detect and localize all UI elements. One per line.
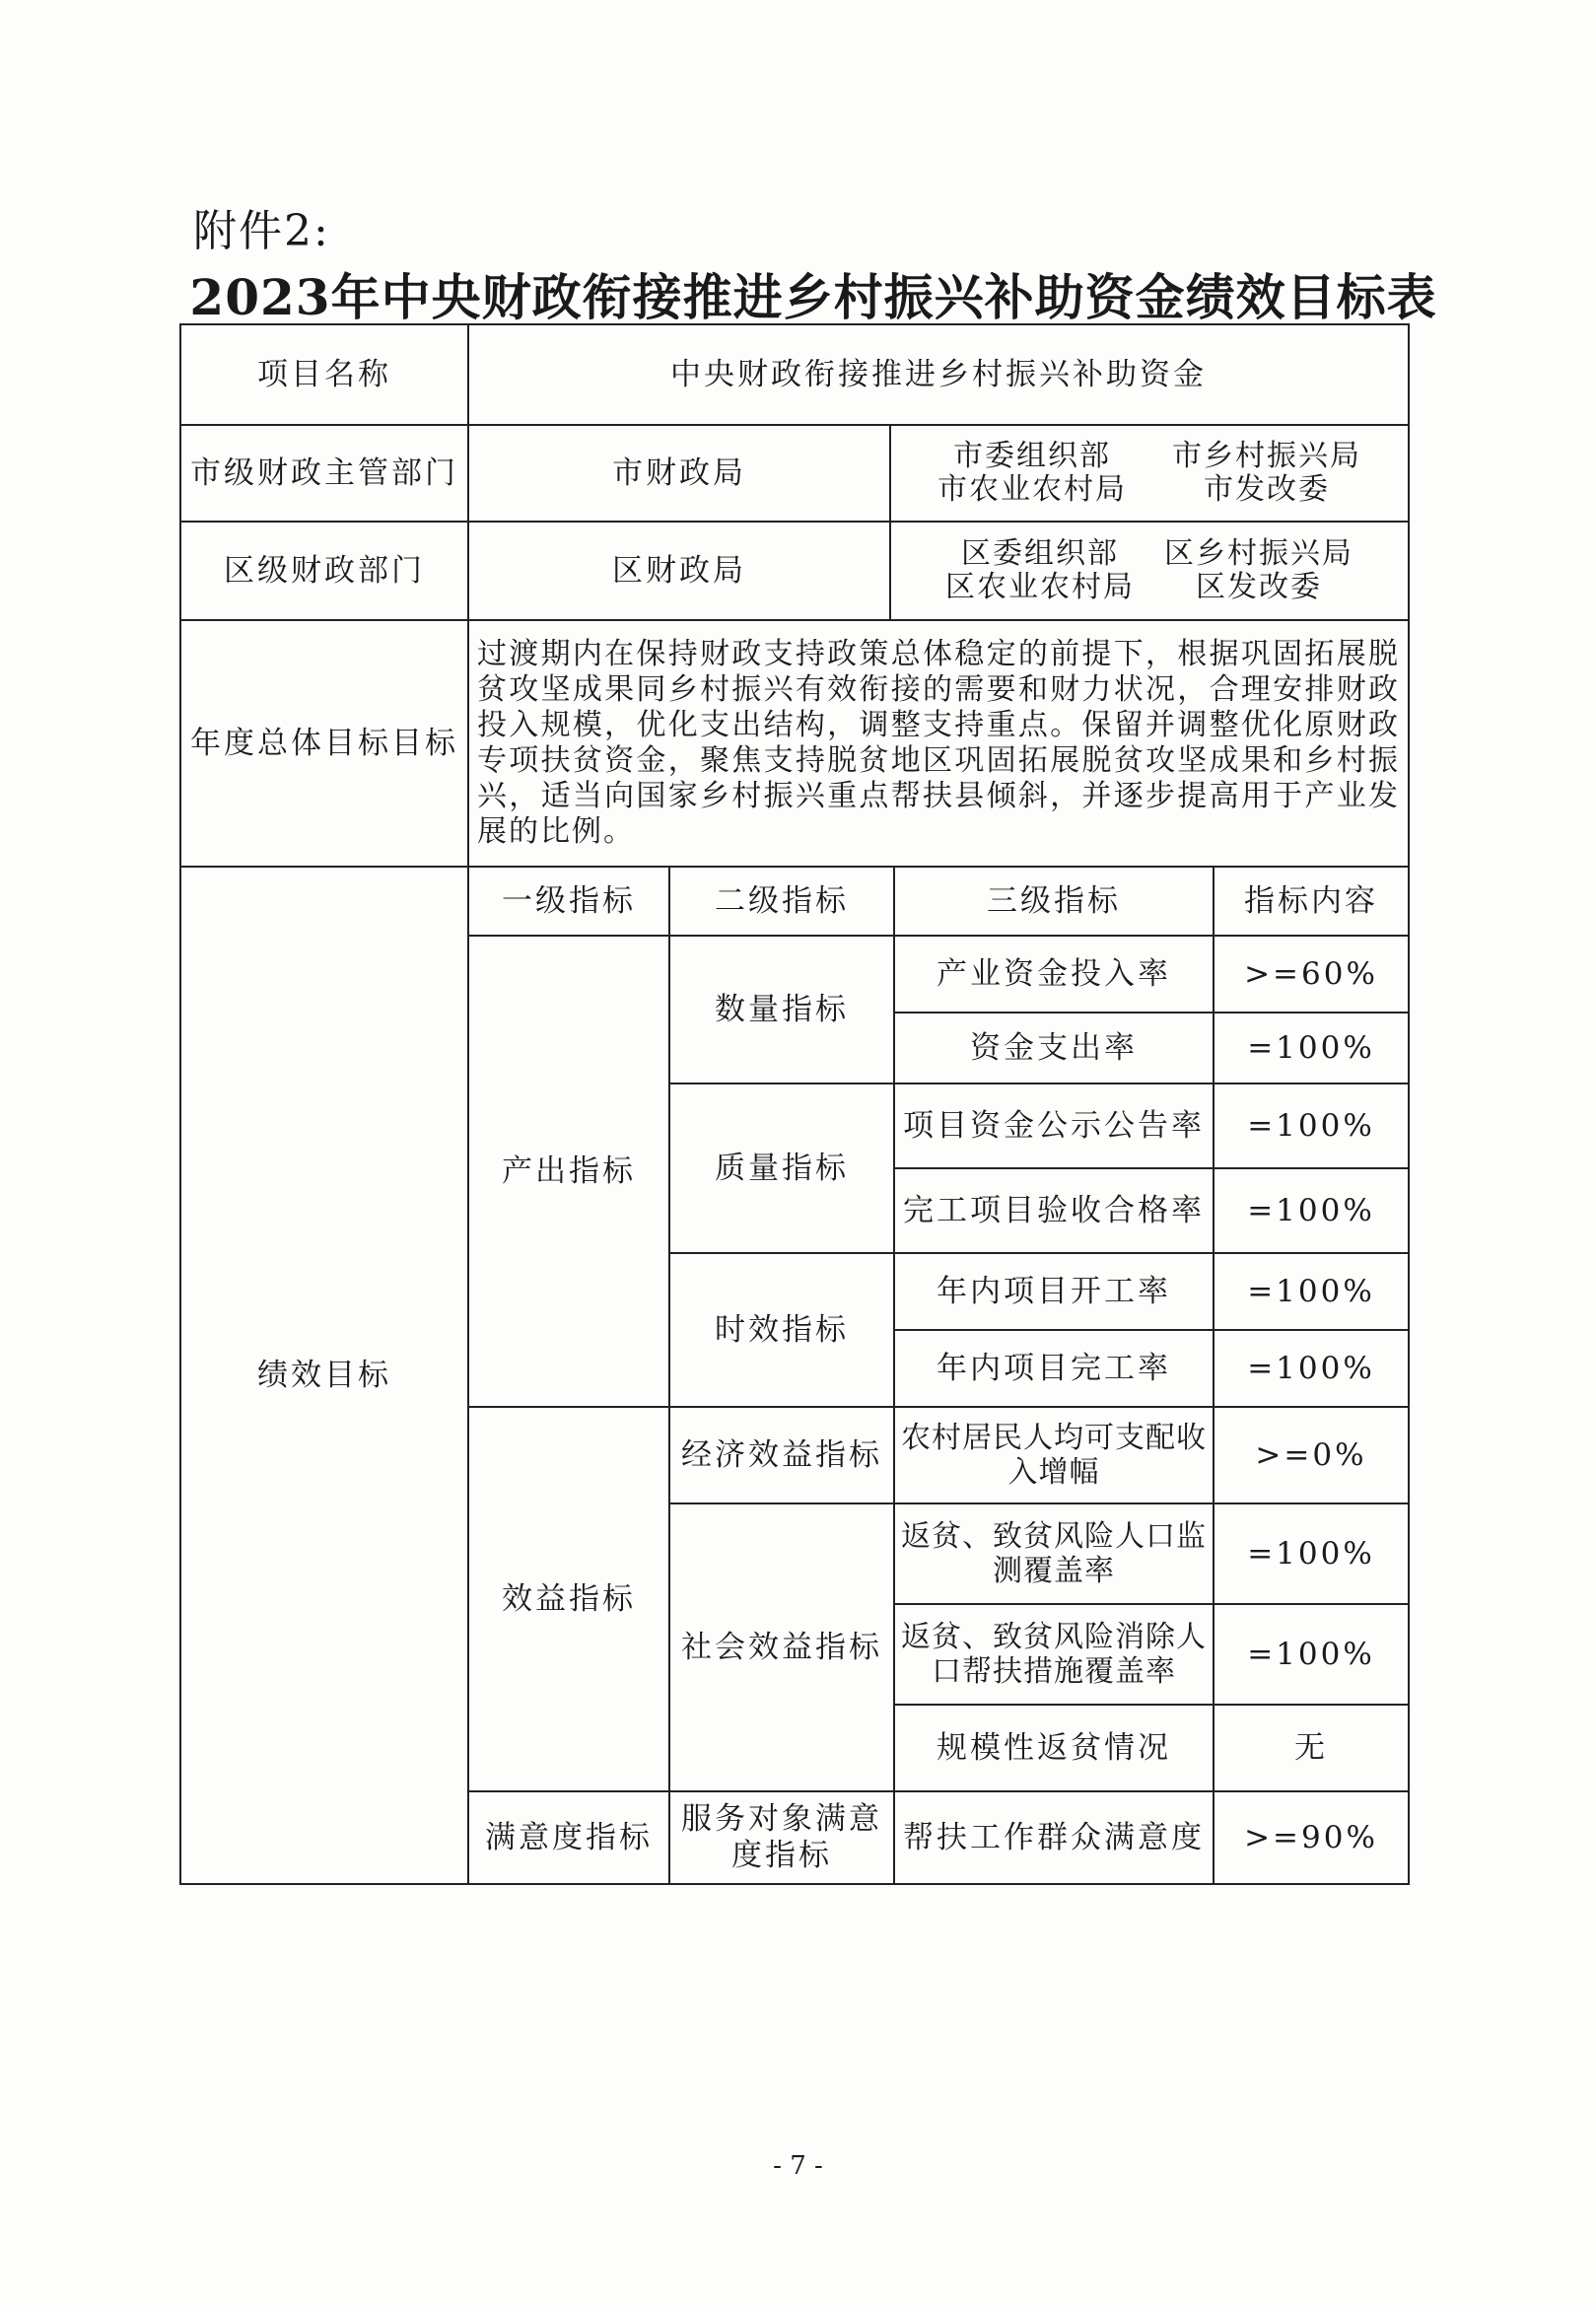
level3-cell: 完工项目验收合格率 [893,1167,1214,1254]
district-dept-item: 区发改委 [1196,570,1322,604]
value-cell: =100% [1213,1329,1410,1408]
city-dept-item: 市乡村振兴局 [1172,438,1361,473]
level3-cell: 年内项目开工率 [893,1252,1214,1331]
level1-output: 产出指标 [467,935,670,1408]
annex-label: 附件2: [193,206,330,256]
city-dept-label: 市级财政主管部门 [179,424,469,523]
level3-cell: 规模性返贫情况 [893,1704,1214,1792]
annual-goal-text: 过渡期内在保持财政支持政策总体稳定的前提下，根据巩固拓展脱贫攻坚成果同乡村振兴有效衔接的需要和财力状况，合理安排财政投入规模，优化支出结构，调整支持重点。保留并调整优化原财政专项扶贫资金，聚焦支持脱贫地区巩固拓展脱贫攻坚成果和乡村振兴，适当向国家乡村振兴重点帮扶县倾斜，并逐步提高用于产业发展的比例。 [467,619,1410,868]
level2-quantity: 数量指标 [668,935,895,1084]
level3-cell: 资金支出率 [893,1012,1214,1084]
city-dept-item: 市委组织部 [953,438,1111,473]
city-depts-list [937,440,1361,508]
level1-satisfaction: 满意度指标 [467,1790,670,1885]
annual-goal-label: 年度总体目标目标 [179,619,469,868]
level3-cell: 帮扶工作群众满意度 [893,1790,1214,1885]
header-level3: 三级指标 [893,866,1214,937]
value-cell: >=60% [1213,935,1410,1013]
district-dept-item: 区农业农村局 [945,570,1135,604]
level2-economic: 经济效益指标 [668,1406,895,1504]
district-dept-item: 区乡村振兴局 [1164,535,1353,571]
level3-cell: 产业资金投入率 [893,935,1214,1013]
value-cell: =100% [1213,1083,1410,1169]
district-dept-value: 区财政局 [467,521,891,621]
level3-cell: 返贫、致贫风险人口监测覆盖率 [893,1502,1214,1605]
level1-benefit: 效益指标 [467,1406,670,1792]
level2-service-satisfaction: 服务对象满意度指标 [668,1790,895,1885]
city-dept-item: 市农业农村局 [937,472,1127,507]
project-name-value: 中央财政衔接推进乡村振兴补助资金 [467,323,1410,426]
value-cell: =100% [1213,1167,1410,1254]
level2-social: 社会效益指标 [668,1502,895,1792]
level3-cell: 农村居民人均可支配收入增幅 [893,1406,1214,1504]
value-cell: =100% [1213,1012,1410,1084]
project-name-label: 项目名称 [179,323,469,426]
value-cell: 无 [1213,1704,1410,1792]
header-level1: 一级指标 [467,866,670,937]
district-depts-cell [889,521,1410,621]
header-content: 指标内容 [1213,866,1410,937]
page-number: - 7 - [773,2151,823,2181]
level3-cell: 返贫、致贫风险消除人口帮扶措施覆盖率 [893,1603,1214,1706]
district-dept-item: 区委组织部 [961,535,1119,571]
perf-goals-label: 绩效目标 [179,866,469,1885]
district-depts-list [945,537,1353,605]
city-depts-cell [889,424,1410,523]
city-dept-value: 市财政局 [467,424,891,523]
district-dept-label: 区级财政部门 [179,521,469,621]
level2-quality: 质量指标 [668,1083,895,1254]
document-title: 2023年中央财政衔接推进乡村振兴补助资金绩效目标表 [189,268,1437,326]
value-cell: >=90% [1213,1790,1410,1885]
city-dept-item: 市发改委 [1204,472,1330,507]
value-cell: =100% [1213,1603,1410,1706]
value-cell: >=0% [1213,1406,1410,1504]
level2-timeliness: 时效指标 [668,1252,895,1408]
value-cell: =100% [1213,1502,1410,1605]
header-level2: 二级指标 [668,866,895,937]
level3-cell: 年内项目完工率 [893,1329,1214,1408]
level3-cell: 项目资金公示公告率 [893,1083,1214,1169]
value-cell: =100% [1213,1252,1410,1331]
